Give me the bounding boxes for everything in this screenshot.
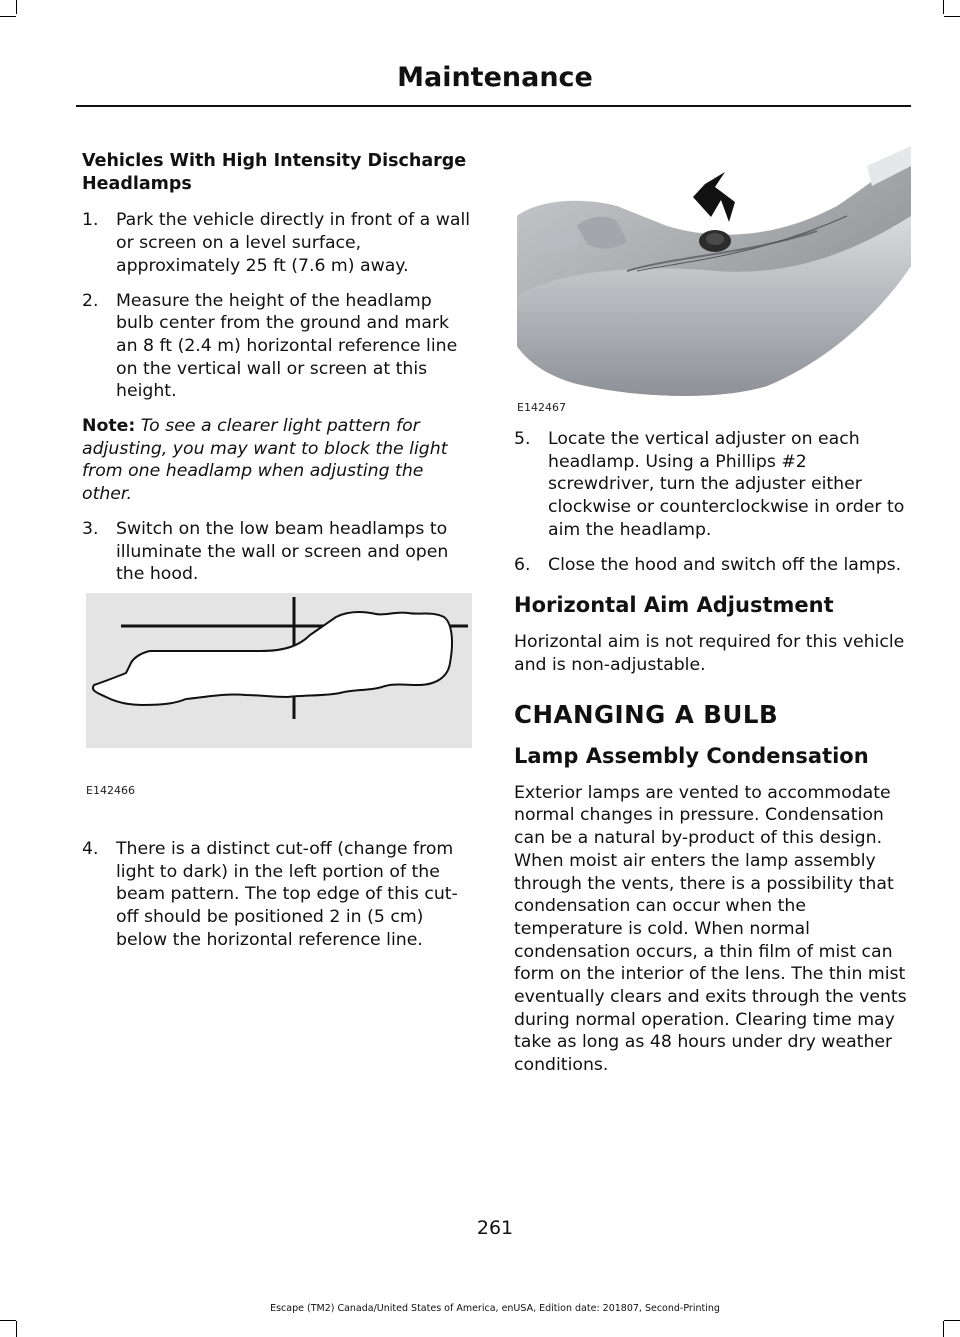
steps-list-4 [514,428,910,576]
headlamp-illustration [517,146,911,400]
figure-code: E142466 [86,784,135,797]
figure-code: E142467 [517,401,566,414]
step-6 [514,554,910,577]
crop-mark-bottom-left-v [16,1321,17,1337]
step-4 [82,838,474,952]
horizontal-aim-heading: Horizontal Aim Adjustment [514,593,834,618]
adjuster-head [706,233,724,245]
crop-mark-bottom-left-h [0,1320,16,1321]
step-1 [82,209,474,277]
steps-list-3 [82,838,474,952]
beam-pattern-figure [86,593,472,748]
step-number: 1. [82,210,99,231]
step-number: 4. [82,839,99,859]
step-3 [82,518,474,586]
crop-mark-bottom-right-h [944,1320,960,1321]
step-number: 6. [514,554,531,575]
footer-text: Escape (TM2) Canada/United States of America, enUSA, Edition date: 201807, Second-Printing [270,1303,720,1314]
crop-mark-top-left-h [0,16,16,17]
header-divider [76,105,911,107]
crop-mark-bottom-right-v [943,1321,944,1337]
horizontal-aim-text: Horizontal aim is not required for this vehicle and is non-adjustable. [514,631,905,675]
step-text: Park the vehicle directly in front of a wall or screen on a level surface, approximately 25 ft (7.6 m) away. [116,210,471,276]
step-text: There is a distinct cut-off (change from light to dark) in the left portion of the beam pattern. The top edge of this cut-off should be positioned 2 in (5 cm) below the horizontal reference line. [116,839,458,950]
step-text: Locate the vertical adjuster on each headlamp. Using a Phillips #2 screwdriver, turn the adjuster either clockwise or counterclockwise in order to aim the headlamp. [548,429,905,540]
step-number: 3. [82,518,99,539]
crop-mark-top-right-v [943,0,944,14]
left-column [82,150,474,598]
step-5 [514,428,910,542]
step-number: 2. [82,290,99,311]
page-title: Maintenance [397,62,593,93]
step-text: Close the hood and switch off the lamps. [548,554,902,575]
step-2 [82,290,474,404]
condensation-text: Exterior lamps are vented to accommodate normal changes in pressure. Condensation can be a natural by-product of this design. When moist air enters the lamp assembly through the vents, there is a possibility that condensation can occur when the temperature is cold. When normal condensation occurs, a thin film of mist can form on the interior of the lens. The thin mist eventually clears and exits through the vents during normal operation. Clearing time may take as long as 48 hours under dry weather conditions. [514,782,907,1076]
condensation-heading: Lamp Assembly Condensation [514,744,869,769]
beam-pattern-illustration [86,593,472,748]
crop-mark-top-left-v [16,0,17,14]
note-text: To see a clearer light pattern for adjusting, you may want to block the light from one headlamp when adjusting the other. [82,416,448,505]
hid-headlamps-heading: Vehicles With High Intensity Discharge Headlamps [82,151,467,194]
step-text: Measure the height of the headlamp bulb center from the ground and mark an 8 ft (2.4 m) horizontal reference line on the vertical wall or screen at this height. [116,290,458,402]
steps-list-2 [82,518,474,586]
page-number: 261 [476,1217,514,1239]
note [82,415,474,506]
crop-mark-top-right-h [944,16,960,17]
note-label: Note: [82,416,136,437]
step-text: Switch on the low beam headlamps to illuminate the wall or screen and open the hood. [116,518,449,585]
arrow-icon [693,172,735,222]
right-column [514,428,910,1090]
section-heading: CHANGING A BULB [514,700,779,730]
headlamp-figure [517,146,911,400]
steps-list-1 [82,209,474,403]
step-4-block [82,838,474,964]
step-number: 5. [514,429,531,449]
